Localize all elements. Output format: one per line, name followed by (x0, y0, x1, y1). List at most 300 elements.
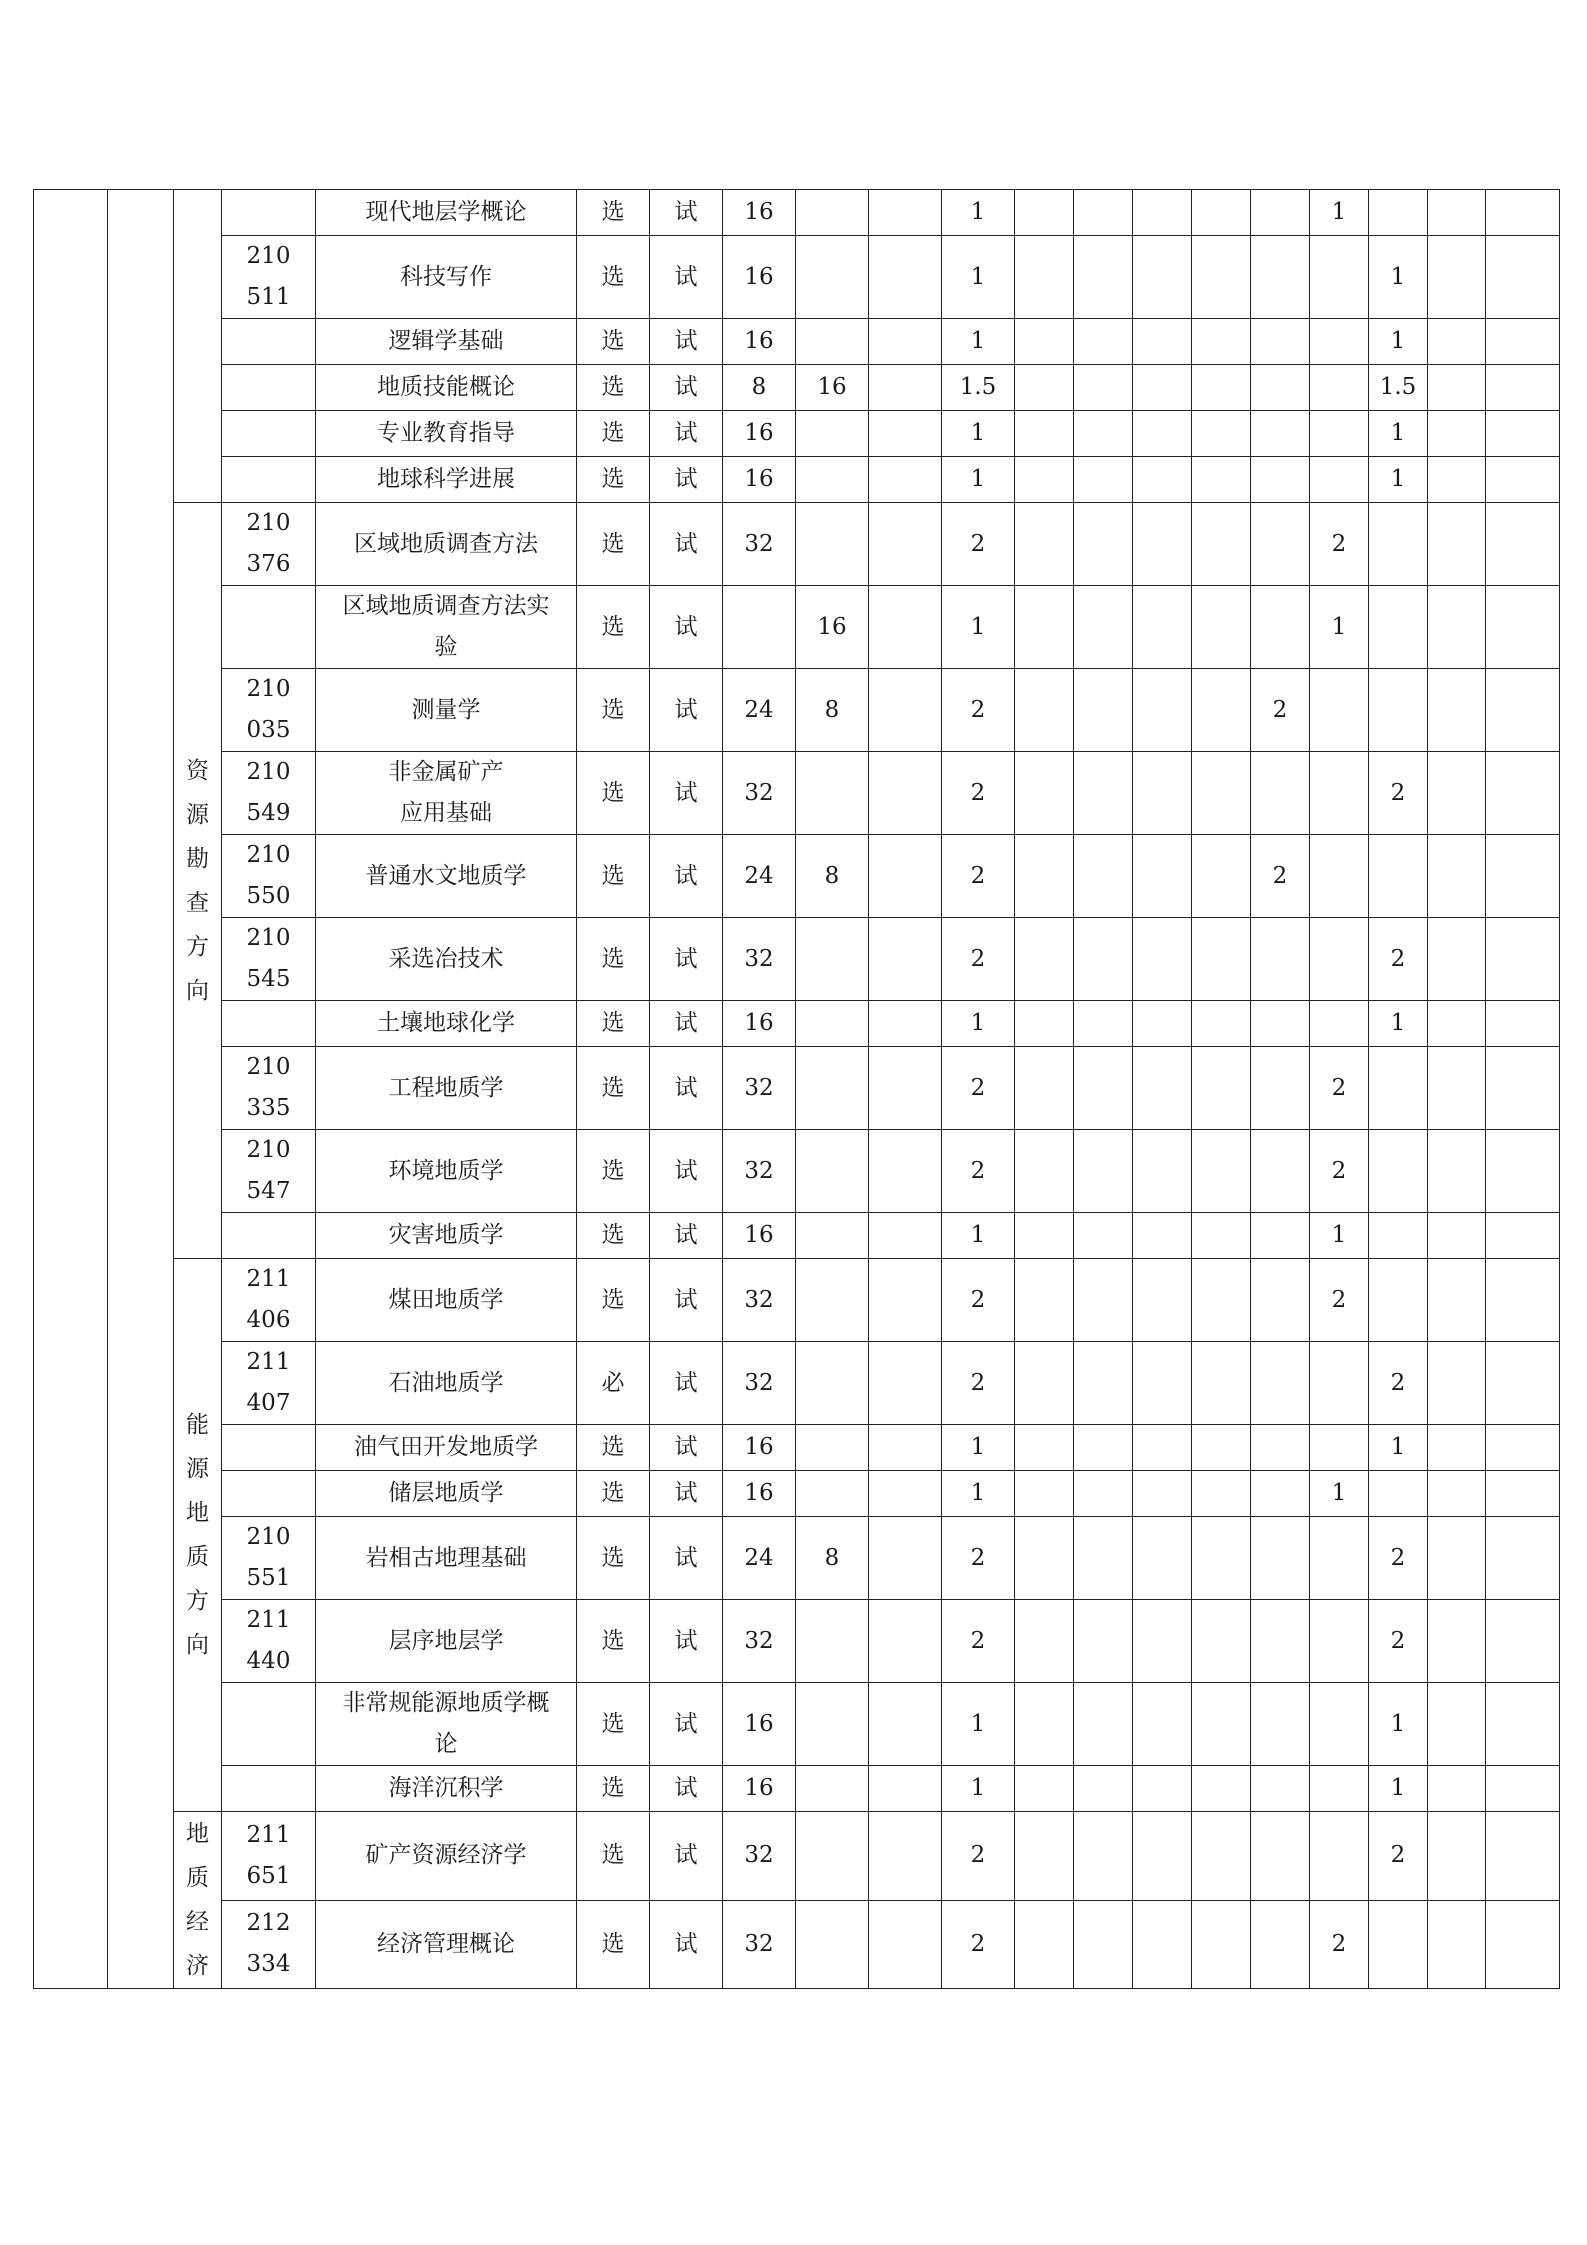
credit: 2 (942, 918, 1015, 1001)
semester-2 (1074, 1600, 1133, 1683)
semester-2 (1074, 1471, 1133, 1517)
course-name: 区域地质调查方法 (316, 503, 577, 586)
course-code-line: 210 (246, 1524, 291, 1550)
semester-7 (1369, 1900, 1428, 1989)
semester-5 (1251, 1130, 1310, 1213)
course-type: 选 (577, 319, 650, 365)
semester-4 (1192, 1471, 1251, 1517)
semester-8 (1428, 319, 1486, 365)
lecture-hours: 16 (723, 457, 796, 503)
lecture-hours: 16 (723, 190, 796, 236)
semester-6 (1310, 669, 1369, 752)
course-type: 选 (577, 1425, 650, 1471)
exam-method: 试 (650, 365, 723, 411)
semester-3 (1133, 411, 1192, 457)
lecture-hours: 16 (723, 1471, 796, 1517)
semester-6 (1310, 365, 1369, 411)
course-type: 选 (577, 236, 650, 319)
semester-8 (1428, 1600, 1486, 1683)
semester-7: 2 (1369, 1812, 1428, 1901)
course-code-line: 210 (246, 759, 291, 785)
lab-hours (796, 1425, 869, 1471)
lab-hours (796, 1259, 869, 1342)
course-name (316, 752, 577, 835)
credit: 1 (942, 457, 1015, 503)
category-cell-b (108, 190, 174, 1989)
lecture-hours: 16 (723, 1766, 796, 1812)
course-code (222, 1259, 316, 1342)
semester-3 (1133, 1259, 1192, 1342)
practice-hours (869, 1600, 942, 1683)
course-type: 选 (577, 586, 650, 669)
remark (1486, 1259, 1560, 1342)
lecture-hours: 32 (723, 1600, 796, 1683)
semester-6: 2 (1310, 1130, 1369, 1213)
semester-2 (1074, 1517, 1133, 1600)
lecture-hours: 32 (723, 1900, 796, 1989)
credit: 1.5 (942, 365, 1015, 411)
semester-5 (1251, 1342, 1310, 1425)
semester-3 (1133, 1812, 1192, 1901)
semester-1 (1015, 1766, 1074, 1812)
semester-1 (1015, 586, 1074, 669)
table-row (34, 1683, 1560, 1766)
course-code-line: 210 (246, 925, 291, 951)
table-row (34, 319, 1560, 365)
credit: 1 (942, 411, 1015, 457)
semester-4 (1192, 190, 1251, 236)
lab-hours (796, 1900, 869, 1989)
exam-method: 试 (650, 1600, 723, 1683)
semester-6 (1310, 319, 1369, 365)
table-row (34, 236, 1560, 319)
semester-7 (1369, 1213, 1428, 1259)
exam-method: 试 (650, 835, 723, 918)
semester-7: 1 (1369, 1683, 1428, 1766)
credit: 1 (942, 586, 1015, 669)
lecture-hours: 32 (723, 1130, 796, 1213)
course-code (222, 190, 316, 236)
lecture-hours: 24 (723, 669, 796, 752)
semester-5 (1251, 503, 1310, 586)
lecture-hours: 32 (723, 503, 796, 586)
semester-8 (1428, 1766, 1486, 1812)
lecture-hours: 8 (723, 365, 796, 411)
semester-5 (1251, 1425, 1310, 1471)
course-name: 科技写作 (316, 236, 577, 319)
semester-4 (1192, 1047, 1251, 1130)
semester-3 (1133, 1900, 1192, 1989)
semester-5 (1251, 918, 1310, 1001)
credit: 2 (942, 835, 1015, 918)
practice-hours (869, 1812, 942, 1901)
course-code (222, 457, 316, 503)
semester-7 (1369, 1130, 1428, 1213)
course-name (316, 1683, 577, 1766)
practice-hours (869, 669, 942, 752)
table-row (34, 752, 1560, 835)
semester-6 (1310, 1517, 1369, 1600)
credit: 1 (942, 1001, 1015, 1047)
lab-hours: 16 (796, 586, 869, 669)
course-code (222, 586, 316, 669)
practice-hours (869, 1766, 942, 1812)
semester-3 (1133, 1766, 1192, 1812)
semester-8 (1428, 1812, 1486, 1901)
course-code-line: 440 (246, 1648, 291, 1674)
semester-4 (1192, 1259, 1251, 1342)
remark (1486, 503, 1560, 586)
semester-7: 1 (1369, 457, 1428, 503)
course-type: 选 (577, 669, 650, 752)
semester-2 (1074, 1047, 1133, 1130)
semester-4 (1192, 1812, 1251, 1901)
semester-7 (1369, 1047, 1428, 1130)
semester-4 (1192, 1683, 1251, 1766)
semester-1 (1015, 1900, 1074, 1989)
semester-4 (1192, 1342, 1251, 1425)
semester-2 (1074, 752, 1133, 835)
semester-6 (1310, 1342, 1369, 1425)
semester-8 (1428, 1213, 1486, 1259)
practice-hours (869, 1342, 942, 1425)
semester-4 (1192, 1425, 1251, 1471)
exam-method: 试 (650, 1425, 723, 1471)
semester-2 (1074, 835, 1133, 918)
table-row (34, 1471, 1560, 1517)
course-name: 煤田地质学 (316, 1259, 577, 1342)
course-name: 灾害地质学 (316, 1213, 577, 1259)
exam-method: 试 (650, 1001, 723, 1047)
course-code-line: 211 (246, 1821, 291, 1848)
lab-hours (796, 503, 869, 586)
semester-7: 1 (1369, 1766, 1428, 1812)
semester-1 (1015, 1471, 1074, 1517)
semester-1 (1015, 190, 1074, 236)
course-code-line: 545 (246, 966, 291, 992)
exam-method: 试 (650, 1517, 723, 1600)
course-type: 选 (577, 1130, 650, 1213)
semester-5 (1251, 1517, 1310, 1600)
semester-2 (1074, 365, 1133, 411)
semester-8 (1428, 1047, 1486, 1130)
course-type: 选 (577, 503, 650, 586)
table-row (34, 1600, 1560, 1683)
course-schedule-table (33, 189, 1560, 1989)
lecture-hours: 24 (723, 1517, 796, 1600)
lecture-hours: 32 (723, 1259, 796, 1342)
semester-5 (1251, 586, 1310, 669)
semester-6: 1 (1310, 1471, 1369, 1517)
course-type: 选 (577, 752, 650, 835)
direction-label: 能源地质方向 (185, 1412, 209, 1658)
course-type: 选 (577, 365, 650, 411)
semester-5 (1251, 1766, 1310, 1812)
remark (1486, 586, 1560, 669)
lab-hours (796, 1600, 869, 1683)
course-code-line: 035 (246, 717, 291, 743)
semester-7 (1369, 586, 1428, 669)
semester-7 (1369, 1259, 1428, 1342)
exam-method: 试 (650, 1683, 723, 1766)
semester-4 (1192, 1900, 1251, 1989)
semester-1 (1015, 457, 1074, 503)
semester-6: 2 (1310, 503, 1369, 586)
practice-hours (869, 1130, 942, 1213)
credit: 1 (942, 1471, 1015, 1517)
semester-4 (1192, 1600, 1251, 1683)
semester-8 (1428, 1517, 1486, 1600)
direction-cell (174, 503, 222, 1259)
semester-6: 1 (1310, 190, 1369, 236)
table-row (34, 1342, 1560, 1425)
course-name: 油气田开发地质学 (316, 1425, 577, 1471)
semester-3 (1133, 1047, 1192, 1130)
course-code-line: 210 (246, 510, 291, 536)
course-code (222, 1600, 316, 1683)
lab-hours: 8 (796, 669, 869, 752)
course-code (222, 1047, 316, 1130)
semester-2 (1074, 457, 1133, 503)
course-type: 选 (577, 411, 650, 457)
practice-hours (869, 1900, 942, 1989)
course-code (222, 1001, 316, 1047)
table-row (34, 503, 1560, 586)
course-name: 测量学 (316, 669, 577, 752)
semester-1 (1015, 1517, 1074, 1600)
lecture-hours: 16 (723, 1213, 796, 1259)
course-name: 普通水文地质学 (316, 835, 577, 918)
course-code (222, 319, 316, 365)
remark (1486, 1683, 1560, 1766)
table-row (34, 457, 1560, 503)
course-code (222, 1471, 316, 1517)
semester-6: 2 (1310, 1047, 1369, 1130)
semester-6: 2 (1310, 1259, 1369, 1342)
semester-8 (1428, 586, 1486, 669)
semester-3 (1133, 236, 1192, 319)
exam-method: 试 (650, 1471, 723, 1517)
table-row (34, 1259, 1560, 1342)
practice-hours (869, 835, 942, 918)
semester-2 (1074, 1812, 1133, 1901)
semester-1 (1015, 503, 1074, 586)
semester-2 (1074, 411, 1133, 457)
semester-4 (1192, 365, 1251, 411)
practice-hours (869, 190, 942, 236)
semester-7 (1369, 190, 1428, 236)
exam-method: 试 (650, 319, 723, 365)
lab-hours (796, 1047, 869, 1130)
lab-hours (796, 319, 869, 365)
course-name: 储层地质学 (316, 1471, 577, 1517)
credit: 2 (942, 752, 1015, 835)
credit: 2 (942, 503, 1015, 586)
credit: 2 (942, 1600, 1015, 1683)
exam-method: 试 (650, 669, 723, 752)
remark (1486, 411, 1560, 457)
practice-hours (869, 1517, 942, 1600)
exam-method: 试 (650, 1342, 723, 1425)
practice-hours (869, 411, 942, 457)
semester-7: 1 (1369, 236, 1428, 319)
course-type: 选 (577, 835, 650, 918)
course-code-line: 334 (246, 1951, 291, 1978)
credit: 1 (942, 1766, 1015, 1812)
lecture-hours: 32 (723, 1812, 796, 1901)
semester-1 (1015, 365, 1074, 411)
course-type: 选 (577, 1600, 650, 1683)
lecture-hours: 32 (723, 1342, 796, 1425)
semester-1 (1015, 669, 1074, 752)
semester-3 (1133, 503, 1192, 586)
semester-4 (1192, 752, 1251, 835)
semester-7: 1 (1369, 411, 1428, 457)
semester-4 (1192, 669, 1251, 752)
lecture-hours: 32 (723, 918, 796, 1001)
practice-hours (869, 1213, 942, 1259)
course-name: 海洋沉积学 (316, 1766, 577, 1812)
lecture-hours: 24 (723, 835, 796, 918)
semester-7: 1 (1369, 319, 1428, 365)
semester-3 (1133, 1517, 1192, 1600)
remark (1486, 918, 1560, 1001)
semester-4 (1192, 835, 1251, 918)
lab-hours: 8 (796, 835, 869, 918)
exam-method: 试 (650, 457, 723, 503)
direction-label: 地质经济 (185, 1821, 209, 1979)
semester-8 (1428, 190, 1486, 236)
credit: 2 (942, 1900, 1015, 1989)
semester-8 (1428, 918, 1486, 1001)
semester-5 (1251, 1812, 1310, 1901)
semester-2 (1074, 918, 1133, 1001)
course-code-line: 210 (246, 1054, 291, 1080)
course-type: 必 (577, 1342, 650, 1425)
lab-hours (796, 411, 869, 457)
semester-4 (1192, 1766, 1251, 1812)
semester-8 (1428, 1900, 1486, 1989)
semester-1 (1015, 319, 1074, 365)
remark (1486, 236, 1560, 319)
course-code-line: 210 (246, 243, 291, 269)
credit: 2 (942, 1517, 1015, 1600)
exam-method: 试 (650, 586, 723, 669)
course-name: 环境地质学 (316, 1130, 577, 1213)
semester-3 (1133, 752, 1192, 835)
practice-hours (869, 586, 942, 669)
semester-8 (1428, 752, 1486, 835)
course-type: 选 (577, 1259, 650, 1342)
semester-3 (1133, 319, 1192, 365)
course-name: 土壤地球化学 (316, 1001, 577, 1047)
exam-method: 试 (650, 752, 723, 835)
semester-6: 1 (1310, 586, 1369, 669)
semester-6 (1310, 411, 1369, 457)
semester-6 (1310, 752, 1369, 835)
semester-4 (1192, 411, 1251, 457)
course-code-line: 547 (246, 1178, 291, 1204)
course-name: 地质技能概论 (316, 365, 577, 411)
credit: 1 (942, 319, 1015, 365)
course-code-line: 511 (246, 284, 291, 310)
semester-8 (1428, 1130, 1486, 1213)
course-name: 矿产资源经济学 (316, 1812, 577, 1901)
course-code-line: 210 (246, 676, 291, 702)
semester-1 (1015, 411, 1074, 457)
exam-method: 试 (650, 1047, 723, 1130)
lecture-hours: 32 (723, 1047, 796, 1130)
semester-1 (1015, 1130, 1074, 1213)
semester-7: 1 (1369, 1001, 1428, 1047)
semester-3 (1133, 190, 1192, 236)
semester-4 (1192, 319, 1251, 365)
course-code-line: 335 (246, 1095, 291, 1121)
table-body (34, 190, 1560, 1989)
credit: 1 (942, 190, 1015, 236)
semester-6 (1310, 1812, 1369, 1901)
semester-8 (1428, 365, 1486, 411)
semester-5 (1251, 1001, 1310, 1047)
semester-7: 2 (1369, 918, 1428, 1001)
course-type: 选 (577, 918, 650, 1001)
semester-7 (1369, 1471, 1428, 1517)
table-row (34, 365, 1560, 411)
lab-hours (796, 1342, 869, 1425)
semester-4 (1192, 1517, 1251, 1600)
course-code-line: 406 (246, 1307, 291, 1333)
course-name-line: 区域地质调查方法实 (342, 593, 550, 619)
semester-1 (1015, 835, 1074, 918)
semester-7 (1369, 503, 1428, 586)
credit: 2 (942, 1812, 1015, 1901)
table-row (34, 1130, 1560, 1213)
semester-7 (1369, 835, 1428, 918)
course-name (316, 586, 577, 669)
semester-6 (1310, 918, 1369, 1001)
semester-5 (1251, 1213, 1310, 1259)
semester-2 (1074, 1259, 1133, 1342)
semester-2 (1074, 1425, 1133, 1471)
course-code-line: 210 (246, 842, 291, 868)
semester-8 (1428, 669, 1486, 752)
table-row (34, 586, 1560, 669)
lab-hours (796, 1812, 869, 1901)
semester-1 (1015, 236, 1074, 319)
remark (1486, 1001, 1560, 1047)
semester-8 (1428, 1001, 1486, 1047)
course-name-line: 非常规能源地质学概 (342, 1690, 550, 1716)
semester-5 (1251, 1600, 1310, 1683)
semester-3 (1133, 1130, 1192, 1213)
semester-5 (1251, 236, 1310, 319)
semester-2 (1074, 1130, 1133, 1213)
semester-1 (1015, 1259, 1074, 1342)
semester-2 (1074, 503, 1133, 586)
lab-hours (796, 752, 869, 835)
semester-5 (1251, 190, 1310, 236)
direction-cell (174, 190, 222, 503)
practice-hours (869, 365, 942, 411)
remark (1486, 190, 1560, 236)
course-code-line: 210 (246, 1137, 291, 1163)
table-row (34, 1213, 1560, 1259)
credit: 1 (942, 236, 1015, 319)
remark (1486, 752, 1560, 835)
course-code-line: 550 (246, 883, 291, 909)
category-cell-a (34, 190, 108, 1989)
semester-4 (1192, 1213, 1251, 1259)
